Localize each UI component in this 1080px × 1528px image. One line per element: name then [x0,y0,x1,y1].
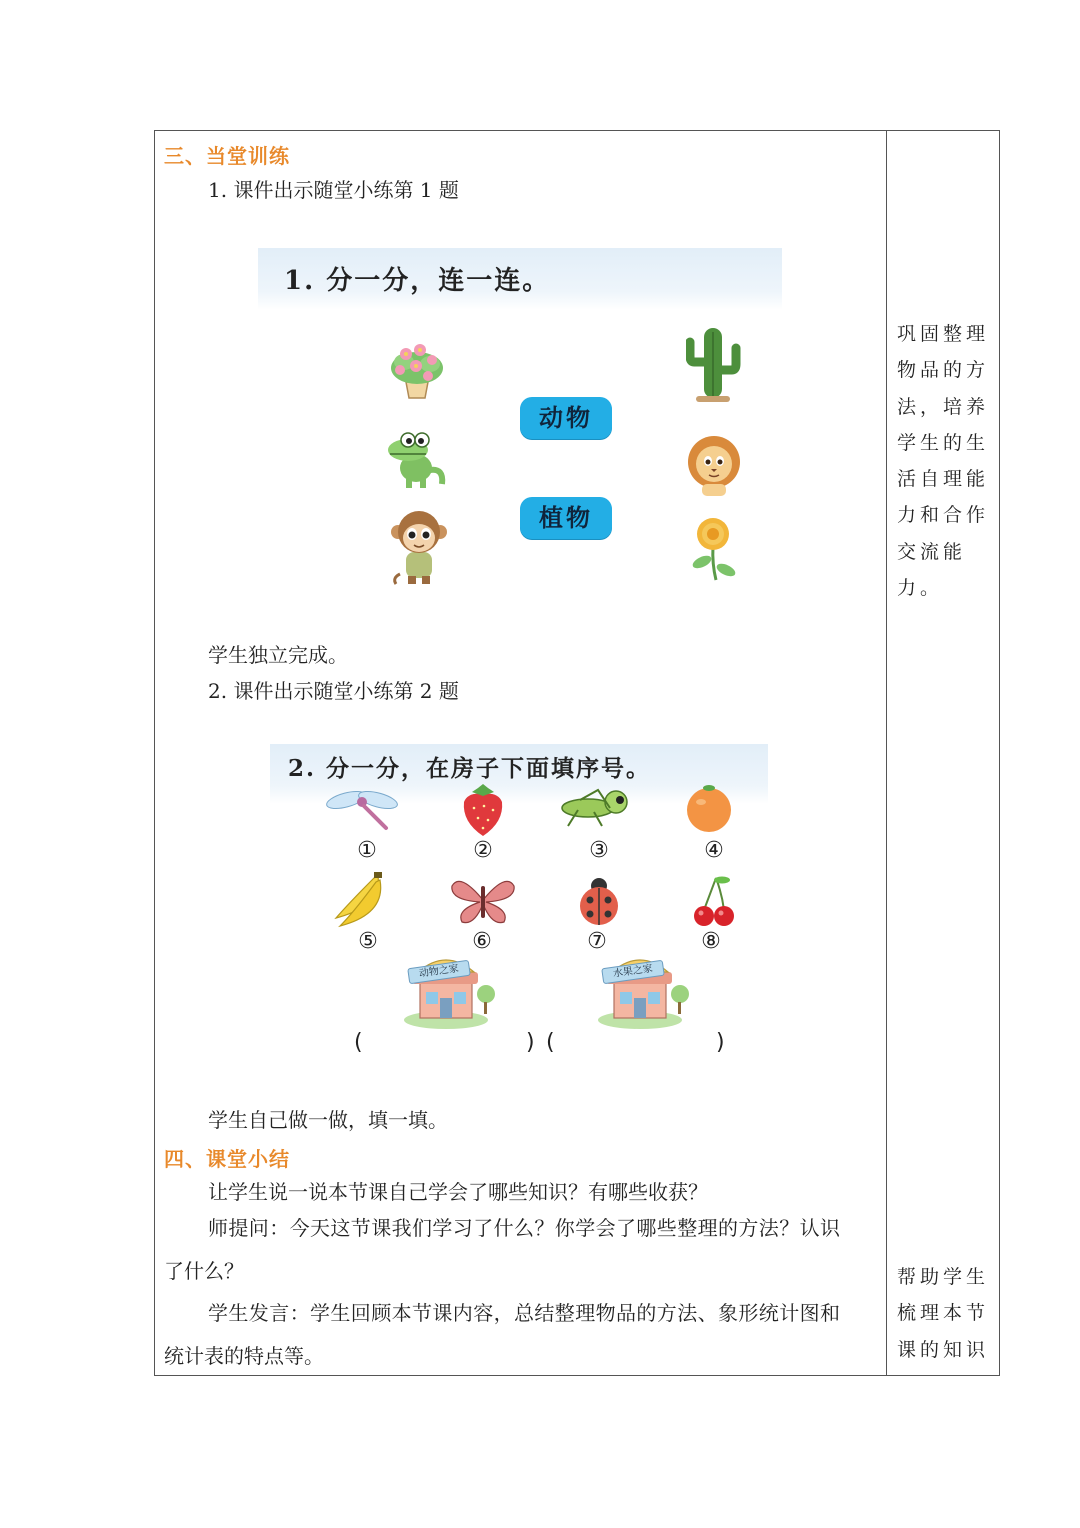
number-8: ⑧ [701,929,721,954]
number-5: ⑤ [358,929,378,954]
number-7: ⑦ [587,929,607,954]
exercise2-figure [270,744,770,1064]
exercise1-figure [258,248,782,600]
answer-paren-close-1: ) [526,1030,535,1055]
line1-text: 学生独立完成。 [208,643,348,667]
summary-p2b: 了什么？ [164,1259,244,1283]
item1-text: 1. 课件出示随堂小练第 1 题 [208,178,459,202]
strawberry-icon [460,782,506,838]
number-3: ③ [589,838,609,863]
exercise1-title: 1. 分一分，连一连。 [284,266,551,296]
item2-text: 2. 课件出示随堂小练第 2 题 [208,679,459,703]
number-6: ⑥ [472,929,492,954]
section4-heading: 四、课堂小结 [164,1147,290,1171]
category-animal-button: 动物 [520,397,612,439]
answer-paren-close-2: ) [716,1030,725,1055]
column-divider [886,130,887,1376]
category-plant-button: 植物 [520,497,612,539]
dragonfly-icon [324,784,400,832]
monkey-icon [390,508,448,586]
grasshopper-icon [558,786,632,830]
animal-house-sign: 动物之家 [407,960,471,984]
number-2: ② [473,838,493,863]
orange-icon [684,780,734,834]
fruit-house [596,952,692,1030]
number-1: ① [357,838,377,863]
summary-p1: 让学生说一说本节课自己学会了哪些知识？有哪些收获？ [208,1180,708,1204]
butterfly-icon [450,876,516,926]
animal-house [402,952,498,1030]
chrysanthemum-icon [686,516,740,582]
crocodile-icon [386,428,448,490]
note-consolidate: 巩固整理物品的方法，培养学生的生活自理能力和合作交流能力。 [897,323,990,600]
summary-p2a: 师提问：今天这节课我们学习了什么？你学会了哪些整理的方法？认识 [208,1216,841,1240]
lion-icon [686,434,742,498]
note-summary: 帮助学生梳理本节课的知识 [897,1266,990,1361]
cactus-icon [686,322,742,404]
exercise1-banner [258,248,782,310]
section3-heading: 三、当堂训练 [164,144,290,168]
number-4: ④ [704,838,724,863]
flower-pot-icon [386,338,448,402]
answer-paren-open-1: ( [354,1030,363,1055]
answer-paren-open-2: ( [546,1030,555,1055]
summary-p3a: 学生发言：学生回顾本节课内容，总结整理物品的方法、象形统计图和 [208,1301,841,1325]
line2-text: 学生自己做一做，填一填。 [208,1108,448,1132]
ladybug-icon [576,874,622,928]
fruit-house-sign: 水果之家 [601,960,665,984]
summary-p3b: 统计表的特点等。 [164,1344,324,1368]
banana-icon [330,872,386,928]
exercise2-title: 2. 分一分，在房子下面填序号。 [288,755,652,782]
cherry-icon [692,874,736,928]
